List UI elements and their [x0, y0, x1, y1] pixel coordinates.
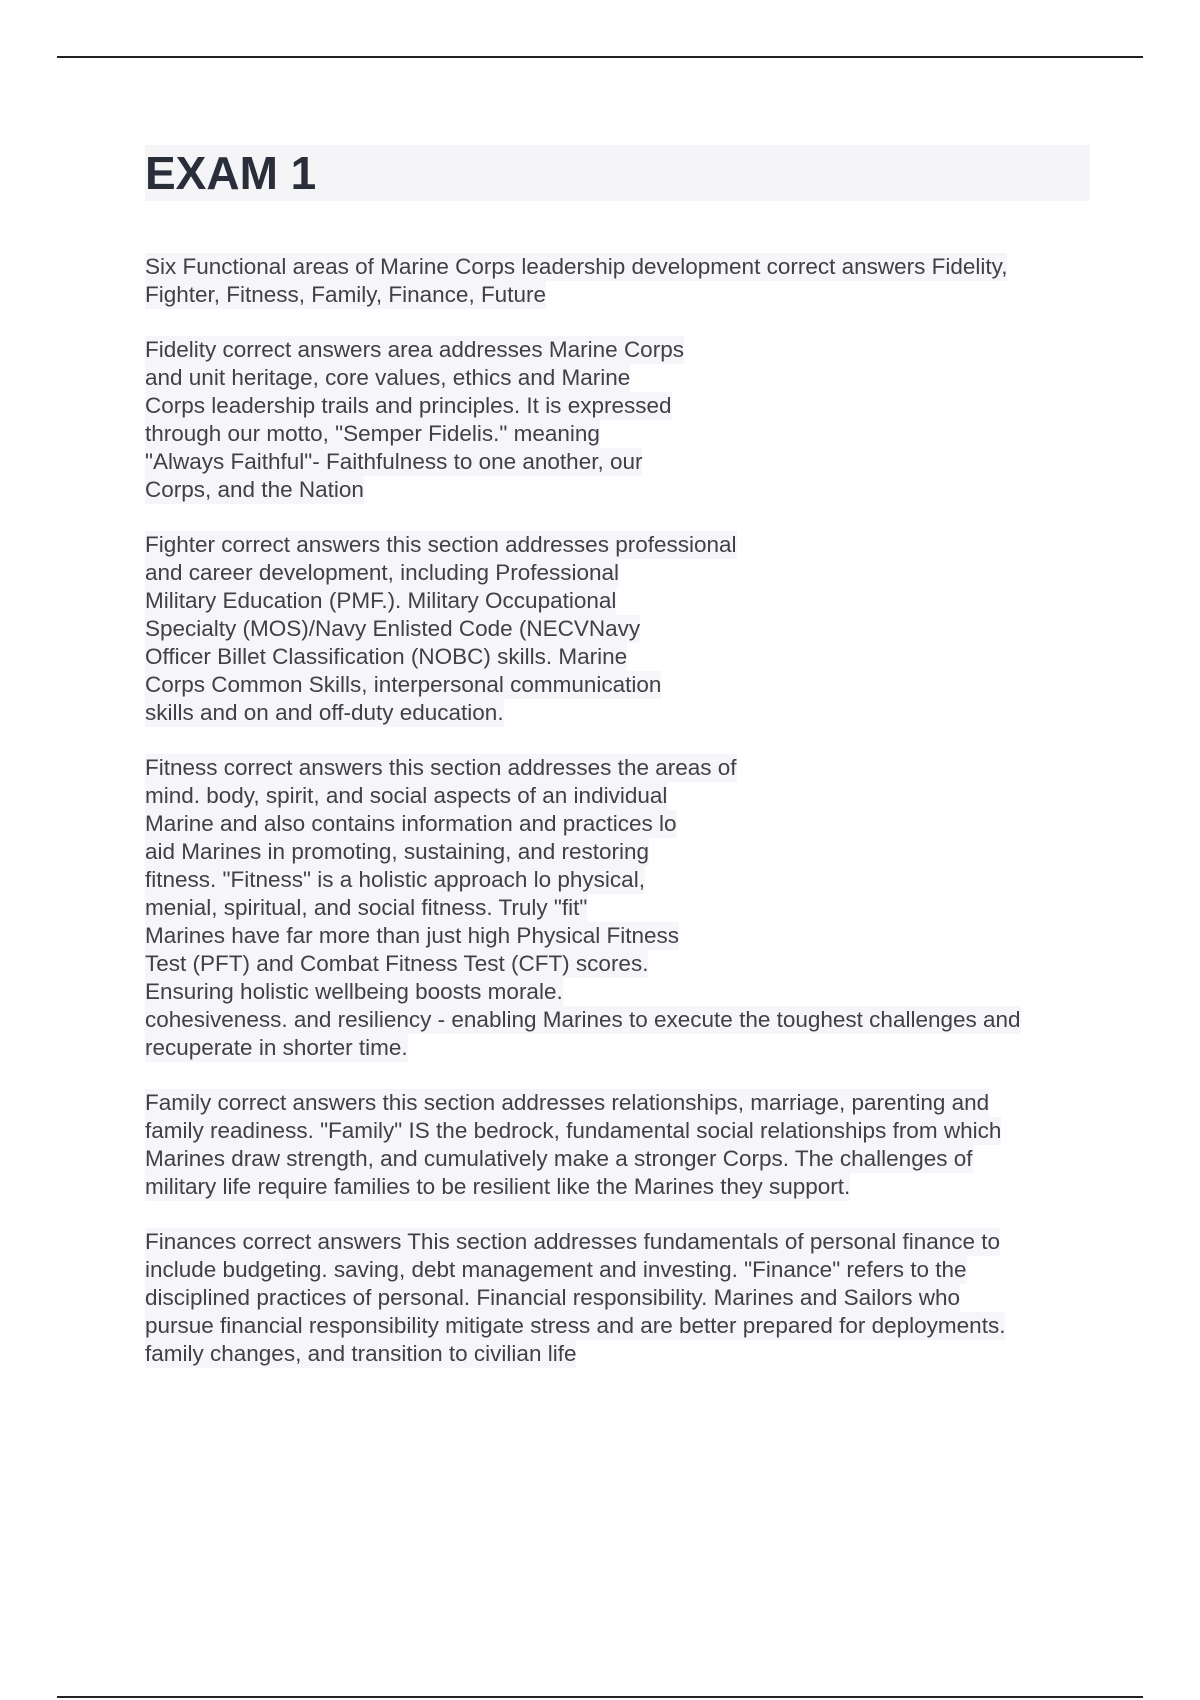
- text-line: Military Education (PMF.). Military Occupational: [145, 588, 617, 613]
- text-line: "Always Faithful"- Faithfulness to one another, our: [145, 449, 643, 474]
- text-line: military life require families to be resilient like the Marines they support.: [145, 1174, 851, 1199]
- text-line: Fighter correct answers this section addresses professional: [145, 532, 737, 557]
- text-line: recuperate in shorter time.: [145, 1035, 408, 1060]
- text-line: Officer Billet Classification (NOBC) skills. Marine: [145, 644, 628, 669]
- text-line: pursue financial responsibility mitigate stress and are better prepared for deployments.: [145, 1313, 1006, 1338]
- text-line: Test (PFT) and Combat Fitness Test (CFT) scores.: [145, 951, 649, 976]
- text-line: Corps leadership trails and principles. It is expressed: [145, 393, 672, 418]
- text-line: Six Functional areas of Marine Corps leadership development correct answers Fidelity,: [145, 254, 1008, 279]
- text-line: Marines draw strength, and cumulatively make a stronger Corps. The challenges of: [145, 1146, 973, 1171]
- text-line: Finances correct answers This section addresses fundamentals of personal finance to: [145, 1229, 1001, 1254]
- text-line: fitness. "Fitness" is a holistic approach lo physical,: [145, 867, 645, 892]
- text-line: family changes, and transition to civilian life: [145, 1341, 577, 1366]
- text-line: through our motto, "Semper Fidelis." meaning: [145, 421, 600, 446]
- text-line: skills and on and off-duty education.: [145, 700, 504, 725]
- qa-entry-fighter: [145, 531, 1090, 727]
- text-line: Family correct answers this section addresses relationships, marriage, parenting and: [145, 1090, 990, 1115]
- text-line: Ensuring holistic wellbeing boosts morale.: [145, 979, 563, 1004]
- qa-entry-fitness: [145, 754, 1090, 1062]
- text-line: Fighter, Fitness, Family, Finance, Future: [145, 282, 546, 307]
- bottom-rule: [57, 1696, 1143, 1698]
- text-line: Marines have far more than just high Physical Fitness: [145, 923, 679, 948]
- text-line: Marine and also contains information and practices lo: [145, 811, 677, 836]
- text-line: and unit heritage, core values, ethics and Marine: [145, 365, 631, 390]
- text-line: include budgeting. saving, debt management and investing. "Finance" refers to the: [145, 1257, 967, 1282]
- qa-entry-functional-areas: [145, 253, 1090, 309]
- text-line: Fitness correct answers this section addresses the areas of: [145, 755, 737, 780]
- qa-entry-finances: [145, 1228, 1090, 1368]
- text-line: Fidelity correct answers area addresses Marine Corps: [145, 337, 684, 362]
- qa-entry-family: [145, 1089, 1090, 1201]
- text-line: family readiness. "Family" IS the bedrock, fundamental social relationships from which: [145, 1118, 1002, 1143]
- top-rule: [57, 56, 1143, 58]
- document-title: EXAM 1: [145, 147, 317, 199]
- text-line: menial, spiritual, and social fitness. Truly "fit": [145, 895, 588, 920]
- title-band: [145, 145, 1090, 201]
- text-line: Specialty (MOS)/Navy Enlisted Code (NECVNavy: [145, 616, 641, 641]
- text-line: Corps, and the Nation: [145, 477, 364, 502]
- text-line: cohesiveness. and resiliency - enabling Marines to execute the toughest challenges and: [145, 1007, 1021, 1032]
- text-line: and career development, including Professional: [145, 560, 620, 585]
- document-body: [145, 145, 1090, 1395]
- text-line: Corps Common Skills, interpersonal communication: [145, 672, 662, 697]
- text-line: aid Marines in promoting, sustaining, and restoring: [145, 839, 650, 864]
- text-line: mind. body, spirit, and social aspects of an individual: [145, 783, 668, 808]
- qa-entry-fidelity: [145, 336, 1090, 504]
- text-line: disciplined practices of personal. Financial responsibility. Marines and Sailors who: [145, 1285, 960, 1310]
